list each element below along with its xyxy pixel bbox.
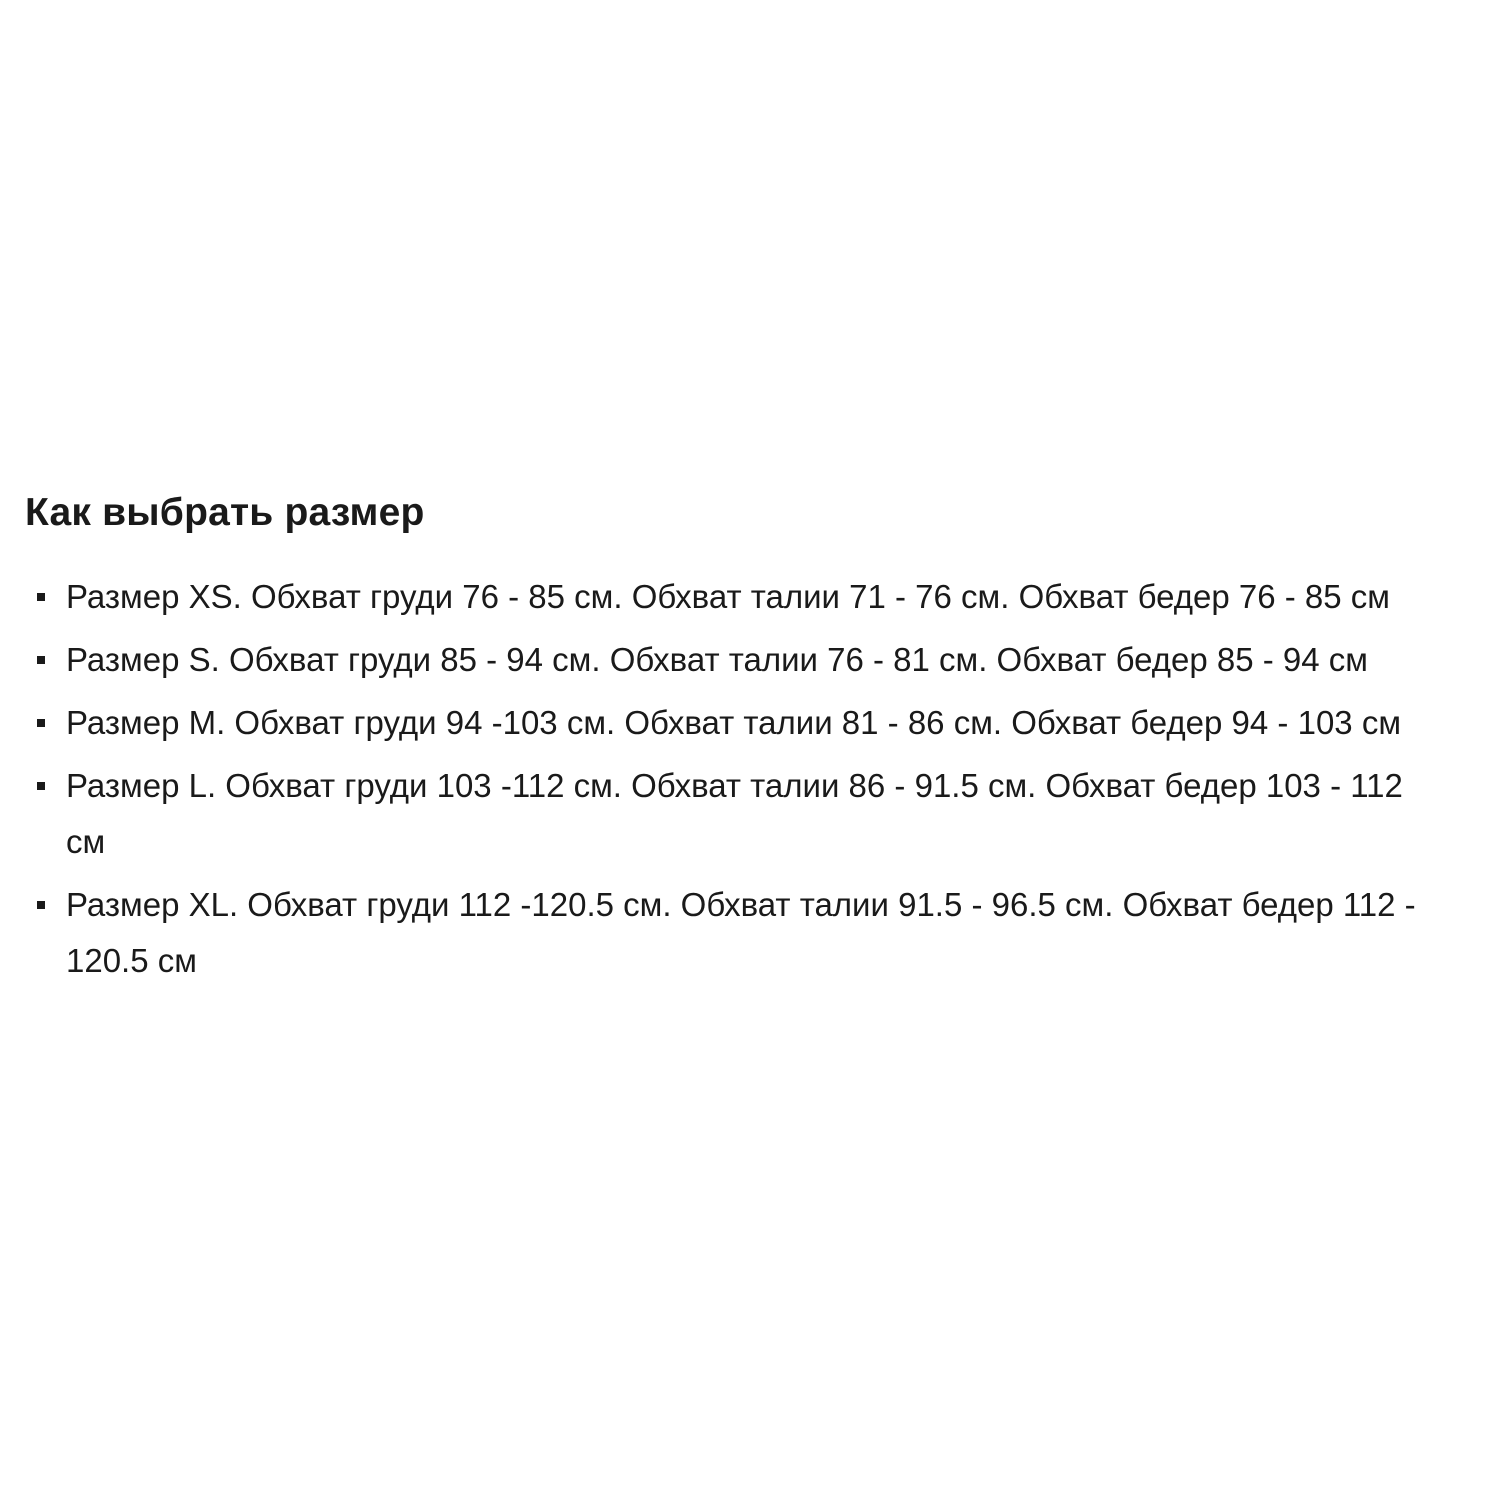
square-bullet-icon [37,901,45,909]
square-bullet-icon [37,656,45,664]
square-bullet-icon [37,593,45,601]
list-item [25,632,1445,688]
list-item [25,695,1445,751]
list-item [25,877,1445,989]
size-m-text: Размер M. Обхват груди 94 -103 см. Обхват талии 81 - 86 см. Обхват бедер 94 - 103 см [66,704,1402,741]
list-item [25,758,1445,870]
size-guide [25,485,1445,996]
size-xs-text: Размер XS. Обхват груди 76 - 85 см. Обхват талии 71 - 76 см. Обхват бедер 76 - 85 см [66,578,1390,615]
page-title: Как выбрать размер [25,491,425,534]
list-item [25,569,1445,625]
size-xl-text: Размер XL. Обхват груди 112 -120.5 см. Обхват талии 91.5 - 96.5 см. Обхват бедер 112 - 120.5 см [66,886,1416,979]
size-s-text: Размер S. Обхват груди 85 - 94 см. Обхват талии 76 - 81 см. Обхват бедер 85 - 94 см [66,641,1368,678]
size-list [25,569,1445,989]
square-bullet-icon [37,782,45,790]
size-l-text: Размер L. Обхват груди 103 -112 см. Обхват талии 86 - 91.5 см. Обхват бедер 103 - 112 см [66,767,1403,860]
square-bullet-icon [37,719,45,727]
